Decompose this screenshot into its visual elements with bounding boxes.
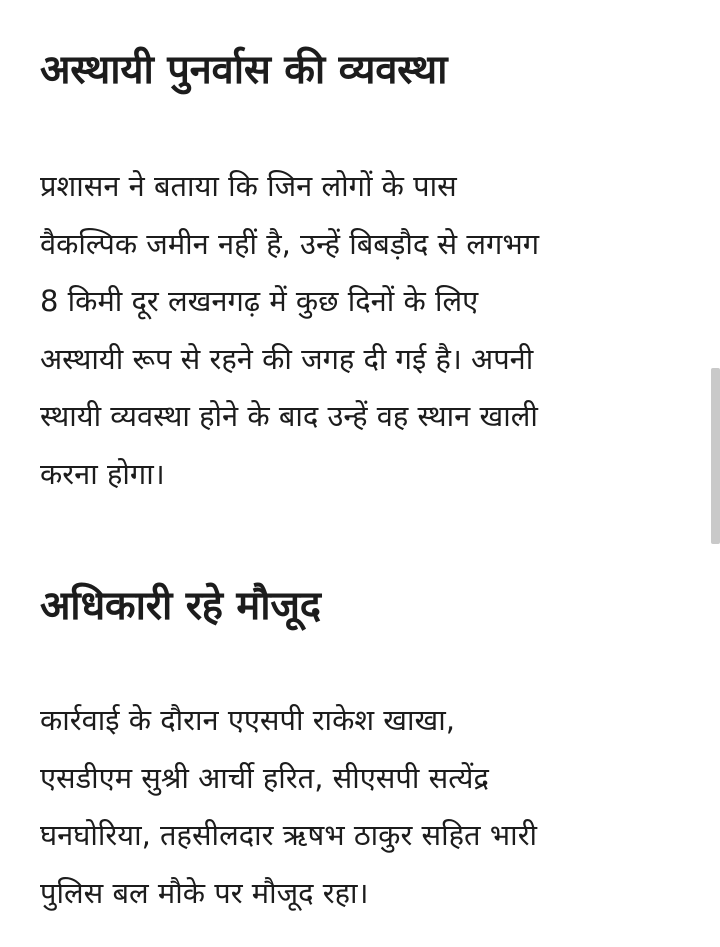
paragraph-line: घनघोरिया, तहसीलदार ऋषभ ठाकुर सहित भारी (40, 818, 538, 852)
paragraph-line: कार्रवाई के दौरान एएसपी राकेश खाखा, (40, 703, 455, 737)
paragraph-line: पुलिस बल मौके पर मौजूद रहा। (40, 875, 369, 910)
section-heading: अस्थायी पुनर्वास की व्यवस्था (40, 47, 448, 93)
paragraph-line: स्थायी व्यवस्था होने के बाद उन्हें वह स्थान खाली (40, 399, 538, 433)
section-paragraph (40, 692, 537, 922)
section-heading: अधिकारी रहे मौजूद (40, 583, 321, 629)
section-paragraph (40, 158, 539, 503)
paragraph-line: एसडीएम सुश्री आर्ची हरित, सीएसपी सत्येंद्र (40, 760, 489, 795)
paragraph-line: वैकल्पिक जमीन नहीं है, उन्हें बिबड़ौद से लगभग (40, 226, 540, 261)
paragraph-line: प्रशासन ने बताया कि जिन लोगों के पास (40, 169, 457, 203)
scrollbar-thumb[interactable] (711, 368, 720, 544)
paragraph-line: अस्थायी रूप से रहने की जगह दी गई है। अपनी (40, 341, 534, 376)
paragraph-line: करना होगा। (40, 456, 165, 491)
paragraph-line: 8 किमी दूर लखनगढ़ में कुछ दिनों के लिए (40, 284, 479, 318)
